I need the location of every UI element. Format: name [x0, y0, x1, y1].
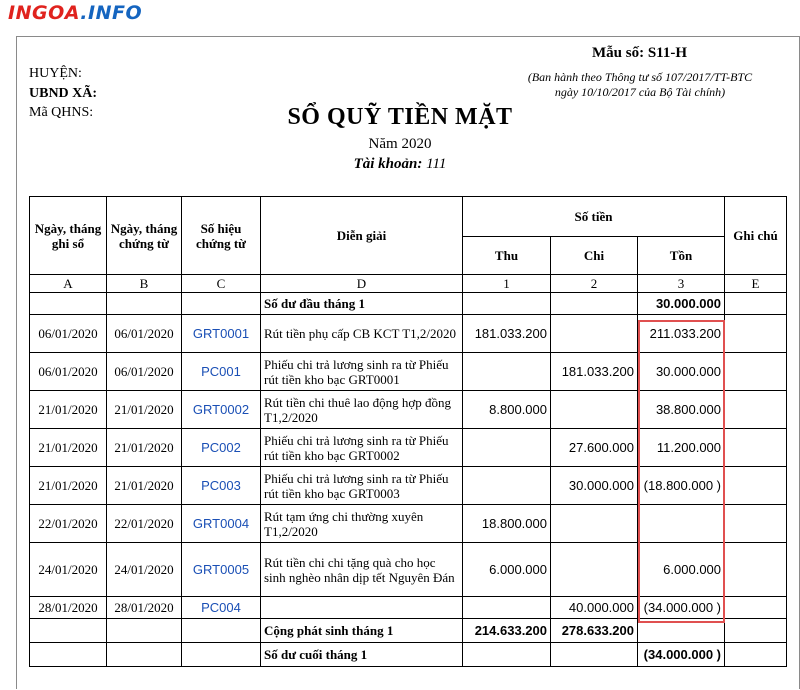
col-header-doc-no: Số hiệu chứng từ: [182, 197, 261, 275]
closing-balance: (34.000.000 ): [638, 643, 725, 667]
table-row: 21/01/2020 21/01/2020 GRT0002 Rút tiền chi thuê lao động hợp đồng T1,2/2020 8.800.000 38.800.000: [30, 391, 787, 429]
col-header-note: Ghi chú: [725, 197, 787, 275]
col-label: 3: [638, 275, 725, 293]
table-row: 22/01/2020 22/01/2020 GRT0004 Rút tạm ứng chi thường xuyên T1,2/2020 18.800.000: [30, 505, 787, 543]
commune-label: UBND XÃ:: [29, 86, 98, 101]
closing-balance-row: [30, 643, 787, 667]
totals-row: [30, 619, 787, 643]
table-row: 06/01/2020 06/01/2020 PC001 Phiếu chi trả lương sinh ra từ Phiếu rút tiền kho bạc GRT0001 181.033.200 30.000.000: [30, 353, 787, 391]
col-label: D: [261, 275, 463, 293]
closing-label: Số dư cuối tháng 1: [261, 643, 463, 667]
table-row: 28/01/2020 28/01/2020 PC004 40.000.000 (34.000.000 ): [30, 597, 787, 619]
site-logo: INGOA.INFO: [8, 2, 143, 24]
issuance-note: (Ban hành theo Thông tư số 107/2017/TT-BTC ngày 10/10/2017 của Bộ Tài chính): [527, 70, 753, 99]
col-header-thu: Thu: [463, 237, 551, 275]
col-label: E: [725, 275, 787, 293]
account-line: Tài khoản: 111: [353, 156, 447, 172]
budget-code-label: Mã QHNS:: [29, 105, 94, 120]
table-row: 21/01/2020 21/01/2020 PC002 Phiếu chi trả lương sinh ra từ Phiếu rút tiền kho bạc GRT0002 27.600.000 11.200.000: [30, 429, 787, 467]
totals-label: Cộng phát sinh tháng 1: [261, 619, 463, 643]
opening-balance: 30.000.000: [638, 293, 725, 315]
cash-ledger-table: [29, 196, 787, 667]
totals-chi: 278.633.200: [551, 619, 638, 643]
col-header-date-entry: Ngày, tháng ghi sổ: [30, 197, 107, 275]
opening-balance-row: [30, 293, 787, 315]
opening-label: Số dư đầu tháng 1: [261, 293, 463, 315]
col-header-amount: Số tiền: [463, 197, 725, 237]
col-label: A: [30, 275, 107, 293]
table-row: 21/01/2020 21/01/2020 PC003 Phiếu chi trả lương sinh ra từ Phiếu rút tiền kho bạc GRT0003 30.000.000 (18.800.000 ): [30, 467, 787, 505]
col-header-description: Diễn giải: [261, 197, 463, 275]
col-header-date-doc: Ngày, tháng chứng từ: [107, 197, 182, 275]
page-title: SỔ QUỸ TIỀN MẶT: [287, 104, 513, 130]
table-row: 24/01/2020 24/01/2020 GRT0005 Rút tiền chi chi tặng quà cho học sinh nghèo nhân dịp tết Nguyên Đán 6.000.000 6.000.000: [30, 543, 787, 597]
col-label: 1: [463, 275, 551, 293]
col-label: 2: [551, 275, 638, 293]
col-header-ton: Tồn: [638, 237, 725, 275]
col-label: C: [182, 275, 261, 293]
table-row: 06/01/2020 06/01/2020 GRT0001 Rút tiền phụ cấp CB KCT T1,2/2020 181.033.200 211.033.200: [30, 315, 787, 353]
col-label: B: [107, 275, 182, 293]
form-number: Mẫu số: S11-H: [592, 45, 688, 61]
district-label: HUYỆN:: [29, 66, 82, 81]
col-header-chi: Chi: [551, 237, 638, 275]
totals-thu: 214.633.200: [463, 619, 551, 643]
year-label: Năm 2020: [368, 136, 432, 152]
